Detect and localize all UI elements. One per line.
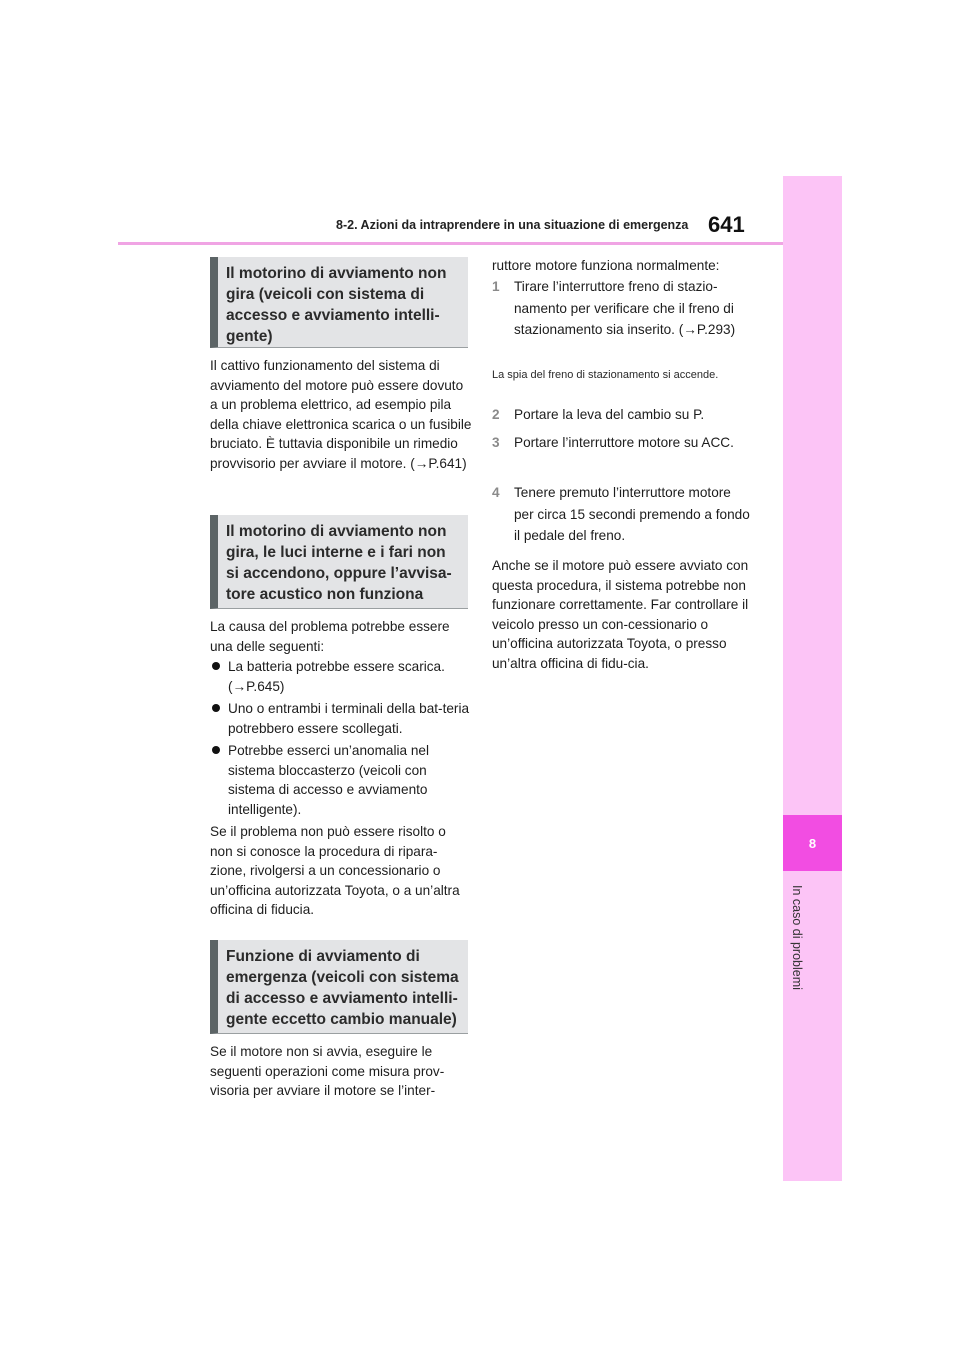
step-item (492, 432, 754, 454)
paragraph-starter-cause: Il cattivo funzionamento del sistema di avviamento del motore può essere dovuto a un problema elettrico, ad esempio pila della chiave elettronica scarica o un fusibile bruciato. È tuttavia disponibile un rimedio provvisorio per avviare il motore. (→P.641) (210, 358, 472, 471)
paragraph-have-checked: Anche se il motore può essere avviato con questa procedura, il sistema potrebbe non funzionare correttamente. Far controllare il veicolo presso un con-cessionario o un’officina autorizzata Toyota, o presso un’altra officina di fidu-cia. (492, 558, 749, 671)
chapter-sidebar (783, 176, 842, 1181)
step-number: 2 (492, 407, 500, 422)
section-title: 8-2. Azioni da intraprendere in una situazione di emergenza (336, 218, 689, 232)
header-divider (118, 242, 783, 245)
heading-lights-horn: Il motorino di avviamento non gira, le luci interne e i fari non si accendono, oppure l’avvisa-tore acustico non funziona (210, 515, 468, 609)
chapter-title: In caso di problemi (790, 885, 804, 990)
bullet-icon (212, 746, 220, 754)
chapter-number-tab: 8 (783, 815, 842, 871)
step-number: 1 (492, 279, 500, 294)
step-text: Tenere premuto l’interruttore motore per circa 15 secondi premendo a fondo il pedale del freno. (514, 485, 750, 543)
step-note: La spia del freno di stazionamento si accende. (492, 369, 719, 381)
step-number: 3 (492, 435, 500, 450)
list-item-text: La batteria potrebbe essere scarica. (→P.645) (228, 659, 445, 694)
step-number: 4 (492, 485, 500, 500)
step-text: Portare l’interruttore motore su ACC. (514, 435, 734, 450)
paragraph-continuation: ruttore motore funziona normalmente: (492, 258, 720, 273)
heading-starter-not-turning: Il motorino di avviamento non gira (veicoli con sistema di accesso e avviamento intelli-gente) (210, 257, 468, 348)
list-item (210, 699, 472, 738)
list-item-text: Uno o entrambi i terminali della bat-teria potrebbero essere scollegati. (228, 701, 470, 736)
bullet-icon (212, 662, 220, 670)
list-item (210, 741, 472, 819)
paragraph-emergency-intro: Se il motore non si avvia, eseguire le seguenti operazioni come misura prov-visoria per avviare il motore se l’inter- (210, 1044, 445, 1098)
heading-emergency-start: Funzione di avviamento di emergenza (veicoli con sistema di accesso e avviamento intelli-gente eccetto cambio manuale) (210, 940, 468, 1034)
list-item-text: Potrebbe esserci un’anomalia nel sistema bloccasterzo (veicoli con sistema di accesso e avviamento intelligente). (228, 743, 430, 817)
bullet-icon (212, 704, 220, 712)
step-item (492, 482, 754, 547)
step-item (492, 404, 754, 426)
step-text: Portare la leva del cambio su P. (514, 407, 705, 422)
list-item (210, 657, 472, 696)
paragraph-contact-dealer: Se il problema non può essere risolto o non si conosce la procedura di ripara-zione, rivolgersi a un concessionario o un’officina autorizzata Toyota, o a un’altra officina di fiducia. (210, 824, 460, 917)
paragraph-possible-causes: La causa del problema potrebbe essere una delle seguenti: (210, 619, 450, 654)
page-number: 641 (708, 212, 745, 237)
step-item (492, 276, 754, 341)
step-text: Tirare l’interruttore freno di stazio-namento per verificare che il freno di stazionamento sia inserito. (→P.293) (514, 279, 736, 337)
